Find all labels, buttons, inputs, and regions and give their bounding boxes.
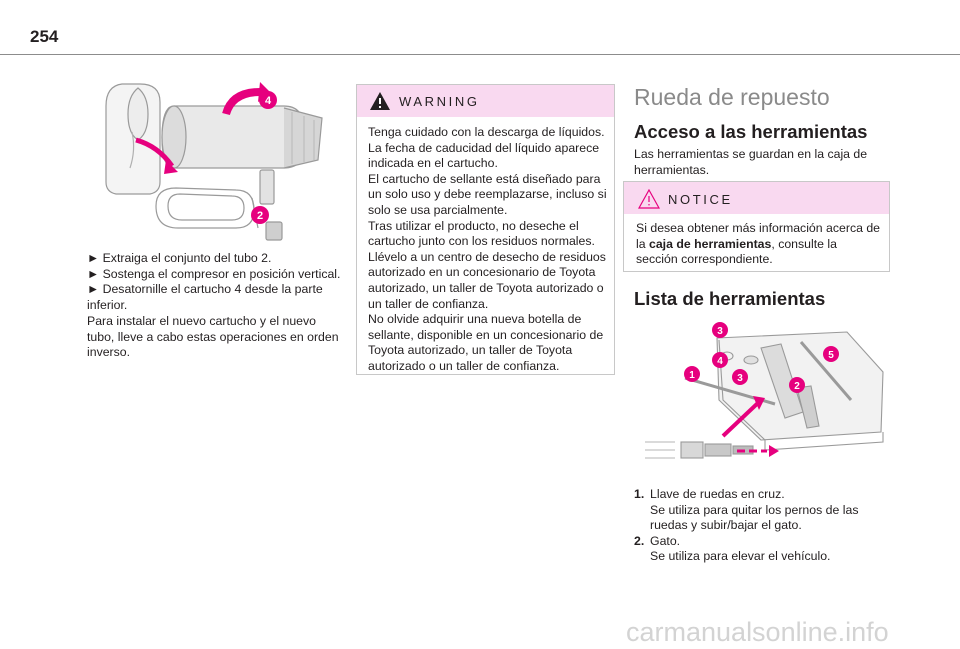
list-item-description: Se utiliza para quitar los pernos de las ruedas y subir/bajar el gato. (650, 502, 859, 533)
svg-text:3: 3 (717, 326, 723, 337)
svg-text:2: 2 (256, 210, 264, 222)
access-heading: Acceso a las herramientas (634, 121, 868, 142)
warning-text: Tenga cuidado con la descarga de líquidos. La fecha de caducidad del líquido aparece indicada en el cartucho. El cartucho de sellante está diseñado para un solo uso y debe reemplazarse, incluso si solo se usa parcialmente. Tras utilizar el producto, no deseche el cartucho junto con los residuos normales. Llévelo a un centro de desecho de residuos autorizado en un concesionario de Toyota autorizado, un taller de Toyota autorizado o un taller de confianza. No olvide adquirir una nueva botella de sellante, disponible en un concesionario de Toyota autorizado, un taller de Toyota autorizado o un taller de confianza. (368, 125, 607, 373)
tool-list-heading: Lista de herramientas (634, 288, 826, 309)
callout-5 (823, 346, 839, 362)
notice-title: NOTICE (668, 192, 733, 207)
notice-triangle-icon (638, 189, 660, 209)
warning-box (356, 84, 615, 375)
list-item-name: Gato. (650, 533, 681, 548)
callout-3-middle (732, 369, 748, 385)
sealant-cartridge-illustration (92, 72, 342, 246)
list-item-name: Llave de ruedas en cruz. (650, 487, 785, 501)
page-number: 254 (30, 27, 59, 46)
list-item-description: Se utiliza para elevar el vehículo. (650, 549, 831, 564)
list-item (634, 487, 896, 534)
access-text: Las herramientas se guardan en la caja de herramientas. (634, 147, 868, 177)
callout-2 (251, 206, 269, 224)
cartridge-instructions (87, 251, 345, 361)
toolkit-illustration (645, 318, 885, 474)
warning-header (357, 85, 614, 117)
watermark (626, 617, 958, 647)
list-item-number: 1. (634, 487, 645, 501)
instruction-line: ► Extraiga el conjunto del tubo 2. (87, 251, 272, 265)
list-item (634, 534, 896, 565)
tool-list (634, 487, 896, 565)
warning-triangle-icon (369, 91, 391, 111)
list-item-number: 2. (634, 533, 645, 548)
svg-text:3: 3 (737, 373, 743, 384)
svg-text:1: 1 (689, 370, 695, 381)
svg-text:2: 2 (794, 381, 800, 392)
header-rule (0, 54, 960, 55)
callout-4 (712, 352, 728, 368)
svg-text:5: 5 (828, 350, 834, 361)
callout-3-top (712, 322, 728, 338)
callout-2 (789, 377, 805, 393)
notice-text: Si desea obtener más información acerca de la caja de herramientas, consulte la sección correspondiente. (636, 221, 881, 267)
notice-bold-term: caja de herramientas (649, 236, 772, 251)
callout-1 (684, 366, 700, 382)
notice-header (624, 182, 889, 214)
instruction-line: Para instalar el nuevo cartucho y el nuevo tubo, lleve a cabo estas operaciones en orden inverso. (87, 313, 339, 360)
svg-text:carmanualsonline.info: carmanualsonline.info (626, 617, 889, 647)
warning-title: WARNING (399, 94, 480, 109)
instruction-line: ► Sostenga el compresor en posición vertical. (87, 266, 341, 281)
notice-box (623, 181, 890, 272)
svg-text:4: 4 (264, 95, 272, 107)
instruction-line: ► Desatornille el cartucho 4 desde la parte inferior. (87, 282, 323, 313)
callout-4 (259, 91, 277, 109)
svg-text:4: 4 (717, 356, 723, 367)
section-title: Rueda de repuesto (634, 84, 830, 110)
